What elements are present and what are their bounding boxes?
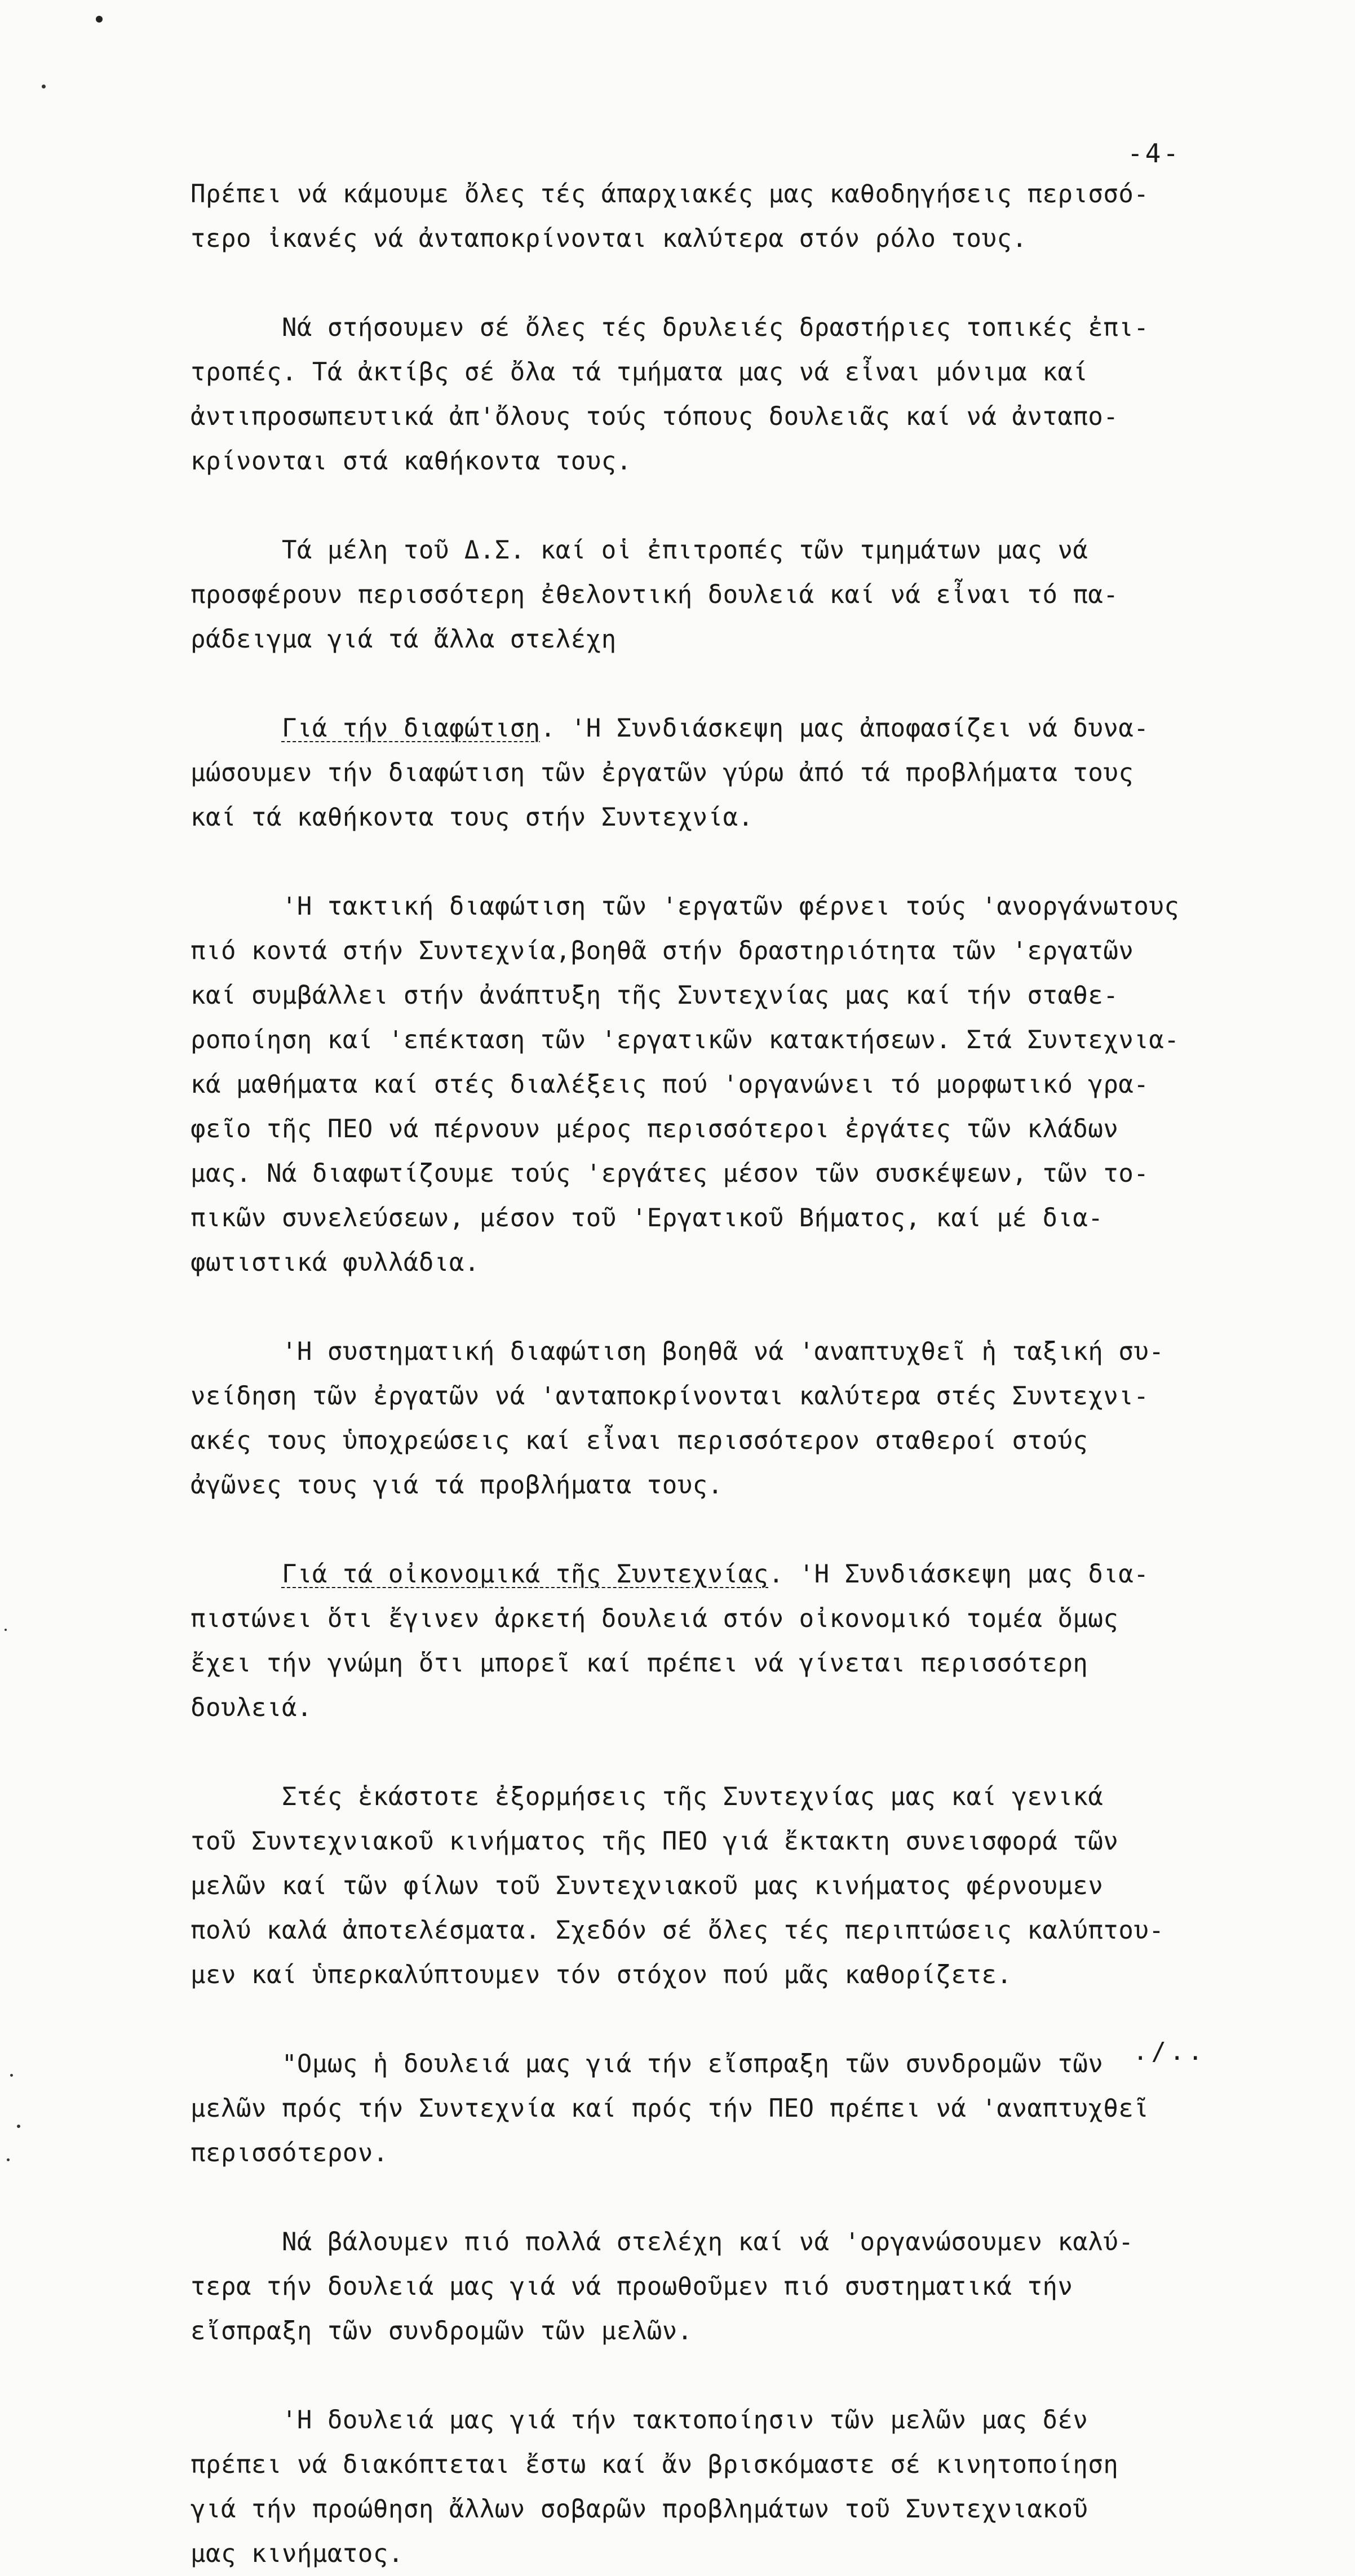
text-line: φεῖο τῆς ΠΕΟ νά πέρνουν μέρος περισσότεροι ἐργάτες τῶν κλάδων <box>191 1115 1119 1143</box>
paragraph-gap <box>191 1285 1295 1329</box>
text-line: περισσότερον. <box>191 2139 388 2167</box>
text-line: ακές τους ὑποχρεώσεις καί εἶναι περισσότερον σταθεροί στούς <box>191 1426 1088 1455</box>
text-line: Πρέπει νά κάμουμε ὄλες τές άπαρχιακές μας καθοδηγήσεις περισσό- <box>191 180 1149 209</box>
text-line: μας. Νά διαφωτίζουμε τούς 'εργάτες μέσον τῶν συσκέψεων, τῶν το- <box>191 1159 1149 1188</box>
text-line: τροπές. Τά ἀκτίβς σέ ὄλα τά τμήματα μας νά εἶναι μόνιμα καί <box>191 358 1088 387</box>
text-line: 'Η τακτική διαφώτιση τῶν 'εργατῶν φέρνει τούς 'ανοργάνωτους <box>191 892 1180 921</box>
paragraph <box>191 884 1295 1285</box>
text-line: δουλειά. <box>191 1693 312 1722</box>
text-line: "Ομως ἡ δουλειά μας γιά τήν εἴσπραξη τῶν συνδρομῶν τῶν <box>191 2050 1104 2078</box>
document-body <box>191 172 1295 2576</box>
page-number: -4- <box>1127 138 1181 169</box>
paragraph <box>191 172 1295 261</box>
text-line: τοῦ Συντεχνιακοῦ κινήματος τῆς ΠΕΟ γιά ἔκτακτη συνεισφορά τῶν <box>191 1827 1119 1856</box>
text-line: καί συμβάλλει στήν ἀνάπτυξη τῆς Συντεχνίας μας καί τήν σταθε- <box>191 981 1119 1010</box>
text-line: πικῶν συνελεύσεων, μέσον τοῦ 'Εργατικοῦ Βήματος, καί μέ δια- <box>191 1204 1104 1232</box>
text-line: μεν καί ὑπερκαλύπτουμεν τόν στόχον πού μᾶς καθορίζετε. <box>191 1961 1012 1989</box>
paragraph <box>191 2398 1295 2576</box>
text-line: Στές ἑκάστοτε ἐξορμήσεις τῆς Συντεχνίας μας καί γενικά <box>191 1783 1104 1811</box>
paragraph <box>191 2220 1295 2353</box>
text-line: Νά στήσουμεν σέ ὄλες τές δρυλειές δραστήριες τοπικές ἐπι- <box>191 313 1149 342</box>
paragraph-gap <box>191 1508 1295 1552</box>
scan-speck <box>42 85 46 88</box>
paragraph-gap <box>191 1730 1295 1775</box>
text-line: κά μαθήματα καί στές διαλέξεις πού 'οργανώνει τό μορφωτικό γρα- <box>191 1070 1149 1099</box>
scan-speck <box>5 1629 7 1631</box>
paragraph-gap <box>191 261 1295 305</box>
text-line: ροποίηση καί 'επέκταση τῶν 'εργατικῶν κατακτήσεων. Στά Συντεχνια- <box>191 1026 1180 1054</box>
paragraph <box>191 305 1295 484</box>
text-line: μελῶν πρός τήν Συντεχνία καί πρός τήν ΠΕΟ πρέπει νά 'αναπτυχθεῖ <box>191 2094 1149 2123</box>
text-line: ράδειγμα γιά τά ἄλλα στελέχη <box>191 625 617 654</box>
text-line: ἀγῶνες τους γιά τά προβλήματα τους. <box>191 1471 723 1500</box>
text-line: καί τά καθήκοντα τους στήν Συντεχνία. <box>191 803 754 832</box>
text-line: Τά μέλη τοῦ Δ.Σ. καί οἱ ἐπιτροπές τῶν τμημάτων μας νά <box>191 536 1088 565</box>
text-line: προσφέρουν περισσότερη ἐθελοντική δουλειά καί νά εἶναι τό πα- <box>191 580 1119 609</box>
paragraph-gap <box>191 484 1295 528</box>
text-line: μας κινήματος. <box>191 2539 404 2568</box>
section-heading: Γιά τά οἰκονομικά τῆς Συντεχνίας <box>281 1560 769 1589</box>
punch-hole-mark <box>96 16 103 23</box>
text-line: Γιά τά οἰκονομικά τῆς Συντεχνίας. 'Η Συνδιάσκεψη μας δια- <box>281 1560 1149 1589</box>
text-line: πολύ καλά ἀποτελέσματα. Σχεδόν σέ ὄλες τές περιπτώσεις καλύπτου- <box>191 1916 1164 1945</box>
text-line: τερα τήν δουλειά μας γιά νά προωθοῦμεν πιό συστηματικά τήν <box>191 2272 1073 2301</box>
paragraph <box>191 1552 1295 1730</box>
text-line: πιό κοντά στήν Συντεχνία,βοηθᾶ στήν δραστηριότητα τῶν 'εργατῶν <box>191 937 1134 965</box>
text-line: ἔχει τήν γνώμη ὅτι μπορεῖ καί πρέπει νά γίνεται περισσότερη <box>191 1649 1088 1678</box>
text-line: τερο ἰκανές νά ἀνταποκρίνονται καλύτερα στόν ρόλο τους. <box>191 224 1028 253</box>
paragraph <box>191 528 1295 662</box>
text-line: 'Η συστηματική διαφώτιση βοηθᾶ νά 'αναπτυχθεῖ ἡ ταξική συ- <box>191 1337 1164 1366</box>
paragraph <box>191 706 1295 840</box>
scan-speck <box>7 2158 10 2161</box>
paragraph-gap <box>191 2353 1295 2398</box>
paragraph-gap <box>191 1997 1295 2042</box>
text-line: γιά τήν προώθηση ἄλλων σοβαρῶν προβλημάτων τοῦ Συντεχνιακοῦ <box>191 2495 1088 2524</box>
paragraph-gap <box>191 840 1295 884</box>
continuation-mark: ./.. <box>1133 2037 1206 2066</box>
paragraph-gap <box>191 2175 1295 2220</box>
scan-speck <box>10 2074 13 2077</box>
text-line: 'Η δουλειά μας γιά τήν τακτοποίησιν τῶν μελῶν μας δέν <box>191 2406 1088 2435</box>
text-line: πιστώνει ὅτι ἔγινεν ἀρκετή δουλειά στόν οἰκονομικό τομέα ὅμως <box>191 1604 1119 1633</box>
paragraph <box>191 1329 1295 1508</box>
text-line: νείδηση τῶν ἐργατῶν νά 'ανταποκρίνονται καλύτερα στές Συντεχνι- <box>191 1382 1149 1411</box>
text-line: Γιά τήν διαφώτιση. 'Η Συνδιάσκεψη μας ἀποφασίζει νά δυνα- <box>281 714 1149 743</box>
text-line: ἀντιπροσωπευτικά ἀπ'ὄλους τούς τόπους δουλειᾶς καί νά ἀνταπο- <box>191 402 1119 431</box>
text-line: μελῶν καί τῶν φίλων τοῦ Συντεχνιακοῦ μας κινήματος φέρνουμεν <box>191 1872 1104 1900</box>
text-line: φωτιστικά φυλλάδια. <box>191 1248 480 1277</box>
text-line: μώσουμεν τήν διαφώτιση τῶν ἐργατῶν γύρω ἀπό τά προβλήματα τους <box>191 759 1134 787</box>
text-line: εἴσπραξη τῶν συνδρομῶν τῶν μελῶν. <box>191 2317 693 2346</box>
section-heading: Γιά τήν διαφώτιση <box>281 714 541 743</box>
paragraph-gap <box>191 662 1295 706</box>
paragraph <box>191 1775 1295 1997</box>
text-line: Νά βάλουμεν πιό πολλά στελέχη καί νά 'οργανώσουμεν καλύ- <box>191 2228 1134 2256</box>
text-line: κρίνονται στά καθήκοντα τους. <box>191 447 632 476</box>
scan-speck <box>17 2125 20 2128</box>
paragraph <box>191 2042 1295 2175</box>
text-line: πρέπει νά διακόπτεται ἔστω καί ἄν βρισκόμαστε σέ κινητοποίηση <box>191 2450 1119 2479</box>
